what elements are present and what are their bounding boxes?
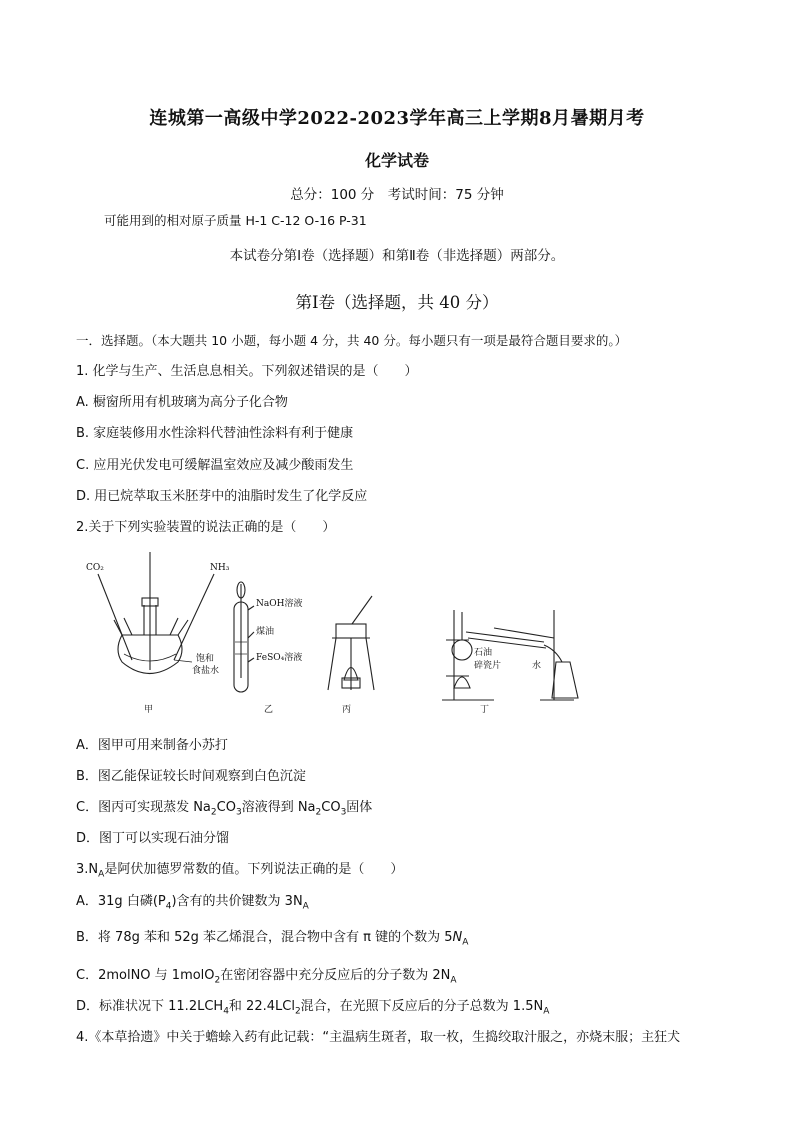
q1-option-a: A. 橱窗所用有机玻璃为高分子化合物 bbox=[76, 395, 288, 410]
caption-jia: 甲 bbox=[144, 705, 154, 715]
section-instruction: 一．选择题。（本大题共 10 小题，每小题 4 分，共 40 分。每小题只有一项是最符合题目要求的。） bbox=[76, 333, 628, 348]
label-chips: 碎瓷片 bbox=[474, 661, 502, 671]
q1-option-b: B. 家庭装修用水性涂料代替油性涂料有利于健康 bbox=[76, 426, 354, 441]
q1-option-c: C. 应用光伏发电可缓解温室效应及减少酸雨发生 bbox=[76, 458, 354, 473]
q1-stem: 1. 化学与生产、生活息息相关。下列叙述错误的是（ ） bbox=[76, 364, 418, 379]
caption-bing: 丙 bbox=[342, 705, 352, 715]
q3-option-b: B．将 78g 苯和 52g 苯乙烯混合，混合物中含有 π 键的个数为 $5N_A$ bbox=[76, 930, 469, 948]
label-water: 水 bbox=[532, 661, 542, 671]
label-nh3: NH₃ bbox=[210, 563, 230, 573]
exam-title: 连城第一高级中学2022-2023学年高三上学期8月暑期月考 bbox=[149, 108, 645, 129]
exam-meta: 总分：100 分 考试时间：75 分钟 bbox=[290, 187, 504, 203]
q2-stem: 2.关于下列实验装置的说法正确的是（ ） bbox=[76, 520, 336, 535]
label-naoh: NaOH溶液 bbox=[256, 599, 303, 609]
label-brine-2: 食盐水 bbox=[192, 666, 220, 676]
caption-ding: 丁 bbox=[480, 705, 490, 715]
label-feso4: FeSO₄溶液 bbox=[256, 653, 303, 663]
exam-structure: 本试卷分第Ⅰ卷（选择题）和第Ⅱ卷（非选择题）两部分。 bbox=[229, 248, 565, 264]
q3-option-c: C．2molNO 与 1molO$_2$在密闭容器中充分反应后的分子数为 $2N_A$ bbox=[76, 968, 457, 986]
exam-subject: 化学试卷 bbox=[364, 151, 429, 170]
q2-option-c: C．图丙可实现蒸发 $Na_2CO_3$溶液得到 $Na_2CO_3$固体 bbox=[76, 800, 373, 818]
q2-option-a: A．图甲可用来制备小苏打 bbox=[76, 738, 228, 753]
label-co2: CO₂ bbox=[86, 563, 104, 573]
label-kerosene: 煤油 bbox=[256, 627, 275, 637]
label-oil: 石油 bbox=[474, 648, 493, 658]
q3-option-a: A．31g 白磷$(P_4)$含有的共价键数为 $3N_A$ bbox=[76, 894, 309, 912]
part1-heading: 第Ⅰ卷（选择题，共 40 分） bbox=[295, 293, 499, 312]
q2-option-b: B．图乙能保证较长时间观察到白色沉淀 bbox=[76, 769, 306, 784]
q3-stem: $3.N_A$是阿伏加德罗常数的值。下列说法正确的是（ ） bbox=[76, 862, 404, 880]
atomic-masses: 可能用到的相对原子质量 H-1 C-12 O-16 P-31 bbox=[104, 213, 367, 228]
q3-option-d: D．标准状况下 $11.2LCH_4$和 22.4LCl$_2$混合，在光照下反应后的分子总数为 $1.5N_A$ bbox=[76, 999, 550, 1017]
q2-option-d: D．图丁可以实现石油分馏 bbox=[76, 831, 230, 846]
label-brine-1: 饱和 bbox=[196, 654, 215, 664]
q4-stem: 4.《本草拾遗》中关于蟾蜍入药有此记载：“主温病生斑者，取一枚，生捣绞取汁服之，亦烧末服；主狂犬 bbox=[76, 1030, 681, 1045]
q1-option-d: D. 用已烷萃取玉米胚芽中的油脂时发生了化学反应 bbox=[76, 489, 368, 504]
caption-yi: 乙 bbox=[264, 705, 274, 715]
apparatus-figure bbox=[74, 550, 594, 722]
